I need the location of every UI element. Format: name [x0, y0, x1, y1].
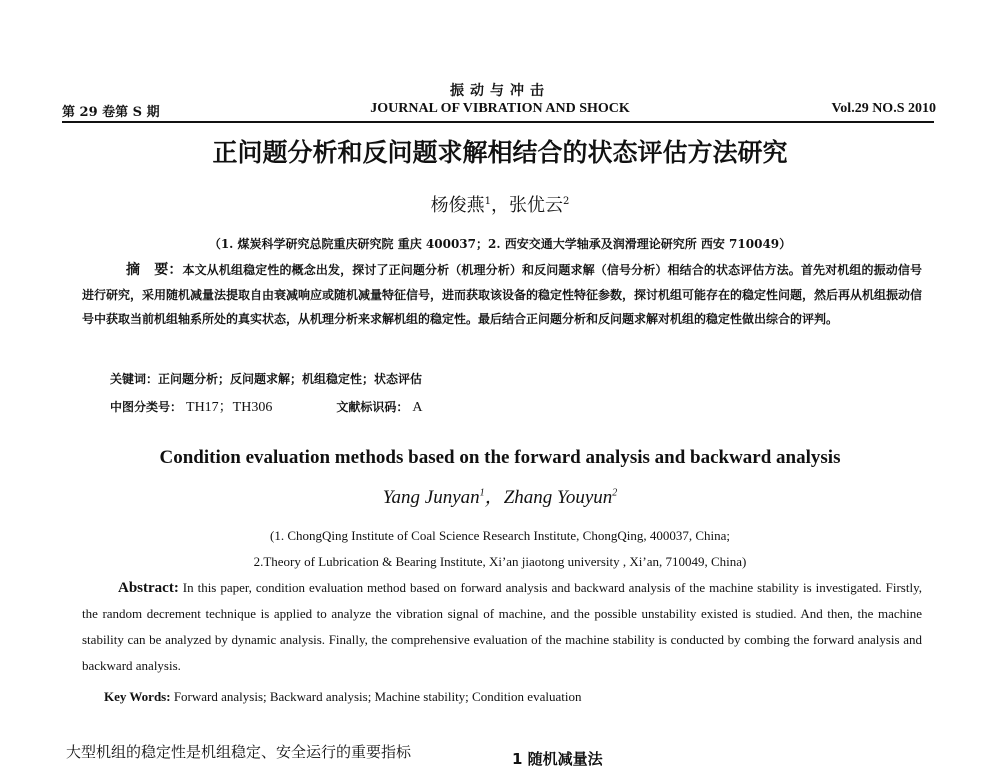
author-separator-en: ，: [484, 487, 504, 508]
author-affil-mark-en: 2: [612, 487, 618, 499]
abstract-cn-text: 本文从机组稳定性的概念出发，探讨了正问题分析（机理分析）和反问题求解（信号分析）相结合的状态评估方法。首先对机组的振动信号进行研究，采用随机减量法提取自由衰减响应或随机减量特征信号，进而获取该设备的稳定性特征参数，探讨机组可能存在的稳定性问题，然后再从机组振动信号中获取当前机组轴系所处的真实状态，从机理分析来求解机组的稳定性。最后结合正问题分析和反问题求解对机组的稳定性做出综合的评判。: [82, 263, 923, 326]
body-left-first-line: 大型机组的稳定性是机组稳定、安全运行的重要指标: [66, 743, 412, 761]
author-affil-mark-en: 1: [479, 487, 485, 499]
clc-label: 中图分类号：: [110, 400, 183, 414]
keywords-cn: [110, 370, 422, 387]
affiliation-cn: （1. 煤炭科学研究总院重庆研究院 重庆 400037；2. 西安交通大学轴承及润滑理论研究所 西安 710049）: [208, 237, 792, 251]
author-name-en: Yang Junyan: [382, 487, 480, 508]
abstract-en-label: Abstract:: [118, 580, 179, 596]
abstract-cn-label: 摘 要：: [126, 262, 183, 278]
journal-name-cn: 振动与冲击: [450, 83, 550, 99]
affiliation-en-line-2: 2.Theory of Lubrication & Bearing Institute, Xi’an jiaotong university , Xi’an, 710049, China): [253, 554, 747, 569]
doc-code-value: A: [412, 400, 423, 415]
abstract-en: [82, 575, 922, 679]
keywords-en-text: Forward analysis; Backward analysis; Machine stability; Condition evaluation: [173, 689, 582, 704]
clc-value: TH17；TH306: [186, 400, 273, 415]
author-name: 杨俊燕: [430, 195, 485, 216]
keywords-en: [104, 689, 581, 705]
volume-issue-cn: 第 29 卷第 S 期: [62, 105, 160, 120]
author-affil-mark: 2: [563, 196, 570, 207]
paper-title-cn: 正问题分析和反问题求解相结合的状态评估方法研究: [212, 138, 788, 167]
author-separator: ，: [491, 195, 509, 216]
author-affil-mark: 1: [484, 196, 491, 207]
keywords-cn-text: 正问题分析；反问题求解；机组稳定性；状态评估: [158, 372, 423, 386]
keywords-en-label: Key Words:: [104, 689, 171, 704]
paper-title-en: Condition evaluation methods based on the forward analysis and backward analysis: [159, 447, 841, 468]
author-name: 张优云: [509, 195, 563, 216]
authors-en: [0, 482, 1000, 509]
affiliation-en-line-1: (1. ChongQing Institute of Coal Science Research Institute, ChongQing, 400037, China;: [270, 528, 730, 543]
classification-row: [110, 396, 422, 416]
header-rule: [62, 121, 934, 123]
authors-cn: [0, 191, 1000, 217]
section-heading-1: 1 随机减量法: [512, 750, 603, 768]
abstract-cn: [82, 258, 922, 332]
volume-issue-en: Vol.29 NO.S 2010: [831, 101, 936, 116]
journal-name-en: JOURNAL OF VIBRATION AND SHOCK: [370, 101, 630, 116]
abstract-en-text: In this paper, condition evaluation method based on forward analysis and backward analysis of the machine stability is investigated. Firstly, the random decrement technique is applied to analyze the vibration signal of machine, and the possible unstability existed is studied. And then, the machine stability can be analyzed by dynamic analysis. Finally, the comprehensive evaluation of the machine stability is conducted by combing the forward analysis and backward analysis.: [82, 580, 923, 673]
author-name-en: Zhang Youyun: [503, 487, 613, 508]
keywords-cn-label: 关键词：: [110, 372, 159, 386]
doc-code-label: 文献标识码：: [336, 400, 409, 414]
